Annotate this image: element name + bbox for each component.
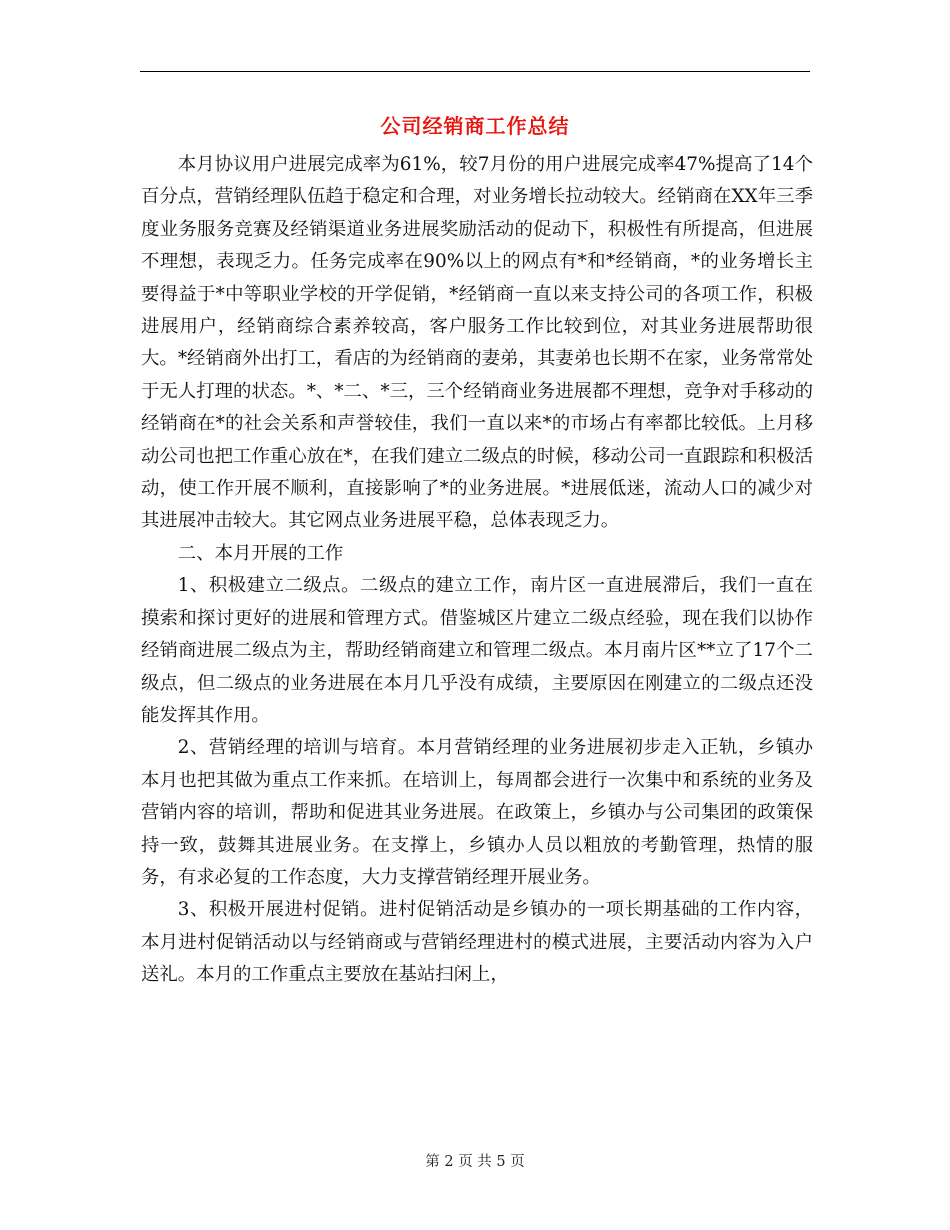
document-title: 公司经销商工作总结 (380, 114, 570, 138)
paragraph-secondary-points: 1、积极建立二级点。二级点的建立工作，南片区一直进展滞后，我们一直在摸索和探讨更好的进展和管理方式。借鉴城区片建立二级点经验，现在我们以协作经销商进展二级点为主，帮助经销商建立和管理二级点。本月南片区**立了17个二级点，但二级点的业务进展在本月几乎没有成绩，主要原因在刚建立的二级点还没能发挥其作用。 (141, 575, 813, 726)
paragraph-manager-training: 2、营销经理的培训与培育。本月营销经理的业务进展初步走入正轨，乡镇办本月也把其做为重点工作来抓。在培训上，每周都会进行一次集中和系统的业务及营销内容的培训，帮助和促进其业务进展。在政策上，乡镇办与公司集团的政策保持一致，鼓舞其进展业务。在支撑上，乡镇办人员以粗放的考勤管理，热情的服务，有求必复的工作态度，大力支撑营销经理开展业务。 (141, 737, 813, 888)
section-heading-work-this-month: 二、本月开展的工作 (177, 542, 344, 564)
paragraph-village-promotion: 3、积极开展进村促销。进村促销活动是乡镇办的一项长期基础的工作内容，本月进村促销活动以与经销商或与营销经理进村的模式进展，主要活动内容为入户送礼。本月的工作重点主要放在基站扫闲上， (141, 899, 813, 986)
header-rule (140, 71, 810, 72)
paragraph-user-progress: 本月协议用户进展完成率为61%，较7月份的用户进展完成率47%提高了14个百分点，营销经理队伍趋于稳定和合理，对业务增长拉动较大。经销商在XX年三季度业务服务竞赛及经销渠道业务进展奖励活动的促动下，积极性有所提高，但进展不理想，表现乏力。任务完成率在90%以上的网点有*和*经销商，*的业务增长主要得益于*中等职业学校的开学促销，*经销商一直以来支持公司的各项工作，积极进展用户，经销商综合素养较高，客户服务工作比较到位，对其业务进展帮助很大。*经销商外出打工，看店的为经销商的妻弟，其妻弟也长期不在家，业务常常处于无人打理的状态。*、*二、*三，三个经销商业务进展都不理想，竞争对手移动的经销商在*的社会关系和声誉较佳，我们一直以来*的市场占有率都比较低。上月移动公司也把工作重心放在*，在我们建立二级点的时候，移动公司一直跟踪和积极活动，使工作开展不顺利，直接影响了*的业务进展。*进展低迷，流动人口的减少对其进展冲击较大。其它网点业务进展平稳，总体表现乏力。 (141, 154, 813, 532)
document-body (141, 149, 813, 992)
page-number-footer: 第 2 页 共 5 页 (425, 1154, 525, 1170)
